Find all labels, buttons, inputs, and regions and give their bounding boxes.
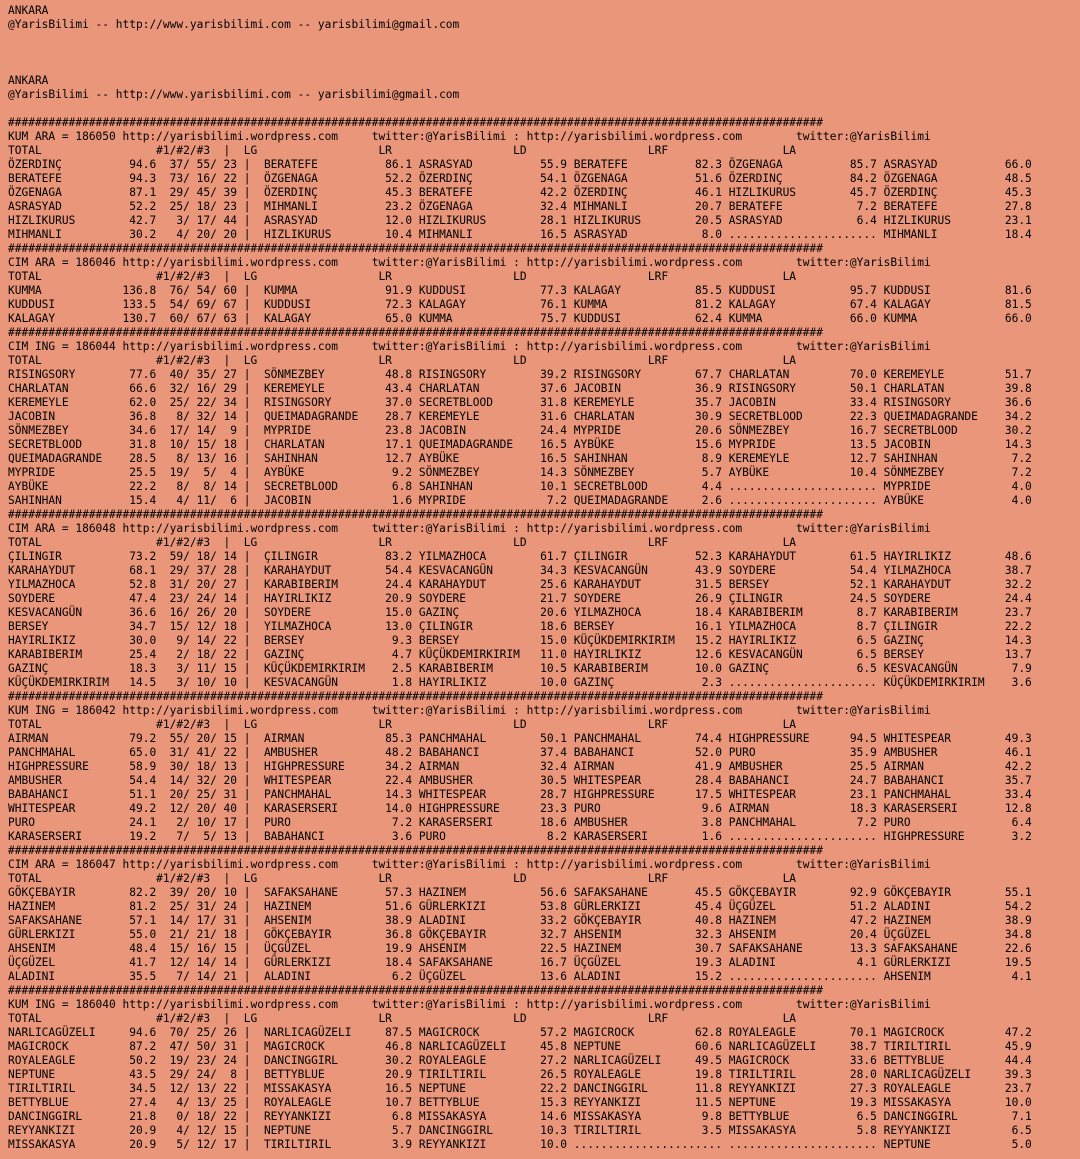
table-row: WHITESPEAR 49.2 12/ 20/ 40 | KARASERSERI 14.0 HIGHPRESSURE 23.3 PURO 9.6 AIRMAN 18.3 KARASERSERI 12.8: [8, 802, 1032, 815]
table-row: KARAHAYDUT 68.1 29/ 37/ 28 | KARAHAYDUT 54.4 KESVACANGÜN 34.3 KESVACANGÜN 43.9 SOYDERE 54.4 YILMAZHOCA 38.7: [8, 564, 1032, 577]
table-row: ASRASYAD 52.2 25/ 18/ 23 | MIHMANLI 23.2 ÖZGENAGA 32.4 MIHMANLI 20.7 BERATEFE 7.2 BERATEFE 27.8: [8, 200, 1032, 213]
blank-line: [8, 46, 1080, 60]
table-row: AYBÜKE 22.2 8/ 8/ 14 | SECRETBLOOD 6.8 SAHINHAN 10.1 SECRETBLOOD 4.4 ...................... MYPRIDE 4.0: [8, 480, 1032, 493]
table-row: QUEIMADAGRANDE 28.5 8/ 13/ 16 | SAHINHAN 12.7 AYBÜKE 16.5 SAHINHAN 8.9 KEREMEYLE 12.7 SAHINHAN 7.2: [8, 452, 1032, 465]
table-row: AMBUSHER 54.4 14/ 32/ 20 | WHITESPEAR 22.4 AMBUSHER 30.5 WHITESPEAR 28.4 BABAHANCI 24.7 BABAHANCI 35.7: [8, 774, 1032, 787]
column-header-line: TOTAL #1/#2/#3 | LG LR LD LRF LA: [8, 718, 797, 731]
race-header-line: CIM ARA = 186047 http://yarisbilimi.wordpress.com twitter:@YarisBilimi : http://yarisbilimi.wordpress.com twitter:@YarisBilimi: [8, 858, 931, 871]
table-row: HIZLIKURUS 42.7 3/ 17/ 44 | ASRASYAD 12.0 HIZLIKURUS 28.1 HIZLIKURUS 20.5 ASRASYAD 6.4 HIZLIKURUS 23.1: [8, 214, 1032, 227]
separator-line: #########################################################################################################################: [8, 844, 823, 857]
text-line: ANKARA: [8, 4, 49, 17]
table-row: YILMAZHOCA 52.8 31/ 20/ 27 | KARABIBERIM 24.4 KARAHAYDUT 25.6 KARAHAYDUT 31.5 BERSEY 52.1 KARAHAYDUT 32.2: [8, 578, 1032, 591]
table-row: KEREMEYLE 62.0 25/ 22/ 34 | RISINGSORY 37.0 SECRETBLOOD 31.8 KEREMEYLE 35.7 JACOBIN 33.4 RISINGSORY 36.6: [8, 396, 1032, 409]
table-row: SECRETBLOOD 31.8 10/ 15/ 18 | CHARLATAN 17.1 QUEIMADAGRANDE 16.5 AYBÜKE 15.6 MYPRIDE 13.5 JACOBIN 14.3: [8, 438, 1032, 451]
table-row: BETTYBLUE 27.4 4/ 13/ 25 | ROYALEAGLE 10.7 BETTYBLUE 15.3 REYYANKIZI 11.5 NEPTUNE 19.3 MISSAKASYA 10.0: [8, 1096, 1032, 1109]
blank-line: [8, 102, 1080, 116]
table-row: DANCINGGIRL 21.8 0/ 18/ 22 | REYYANKIZI 6.8 MISSAKASYA 14.6 MISSAKASYA 9.8 BETTYBLUE 6.5 DANCINGGIRL 7.1: [8, 1110, 1032, 1123]
table-row: PANCHMAHAL 65.0 31/ 41/ 22 | AMBUSHER 48.2 BABAHANCI 37.4 BABAHANCI 52.0 PURO 35.9 AMBUSHER 46.1: [8, 746, 1032, 759]
race-header-line: KUM ING = 186040 http://yarisbilimi.wordpress.com twitter:@YarisBilimi : http://yarisbilimi.wordpress.com twitter:@YarisBilimi: [8, 998, 931, 1011]
column-header-line: TOTAL #1/#2/#3 | LG LR LD LRF LA: [8, 536, 797, 549]
table-row: PURO 24.1 2/ 10/ 17 | PURO 7.2 KARASERSERI 18.6 AMBUSHER 3.8 PANCHMAHAL 7.2 PURO 6.4: [8, 816, 1032, 829]
table-row: SÖNMEZBEY 34.6 17/ 14/ 9 | MYPRIDE 23.8 JACOBIN 24.4 MYPRIDE 20.6 SÖNMEZBEY 16.7 SECRETBLOOD 30.2: [8, 424, 1032, 437]
blank-line: [8, 32, 1080, 46]
table-row: NARLICAGÜZELI 94.6 70/ 25/ 26 | NARLICAGÜZELI 87.5 MAGICROCK 57.2 MAGICROCK 62.8 ROYALEAGLE 70.1 MAGICROCK 47.2: [8, 1026, 1032, 1039]
separator-line: #########################################################################################################################: [8, 326, 823, 339]
table-row: HIGHPRESSURE 58.9 30/ 18/ 13 | HIGHPRESSURE 34.2 AIRMAN 32.4 AIRMAN 41.9 AMBUSHER 25.5 AIRMAN 42.2: [8, 760, 1032, 773]
separator-line: #########################################################################################################################: [8, 984, 823, 997]
table-row: MAGICROCK 87.2 47/ 50/ 31 | MAGICROCK 46.8 NARLICAGÜZELI 45.8 NEPTUNE 60.6 NARLICAGÜZELI 38.7 TIRILTIRIL 45.9: [8, 1040, 1032, 1053]
table-row: ÇILINGIR 73.2 59/ 18/ 14 | ÇILINGIR 83.2 YILMAZHOCA 61.7 ÇILINGIR 52.3 KARAHAYDUT 61.5 HAYIRLIKIZ 48.6: [8, 550, 1032, 563]
column-header-line: TOTAL #1/#2/#3 | LG LR LD LRF LA: [8, 354, 797, 367]
table-row: SOYDERE 47.4 23/ 24/ 14 | HAYIRLIKIZ 20.9 SOYDERE 21.7 SOYDERE 26.9 ÇILINGIR 24.5 SOYDERE 24.4: [8, 592, 1032, 605]
separator-line: #########################################################################################################################: [8, 242, 823, 255]
column-header-line: TOTAL #1/#2/#3 | LG LR LD LRF LA: [8, 872, 797, 885]
blank-line: [8, 60, 1080, 74]
race-header-line: CIM ING = 186044 http://yarisbilimi.wordpress.com twitter:@YarisBilimi : http://yarisbilimi.wordpress.com twitter:@YarisBilimi: [8, 340, 931, 353]
table-row: KARASERSERI 19.2 7/ 5/ 13 | BABAHANCI 3.6 PURO 8.2 KARASERSERI 1.6 ...................... HIGHPRESSURE 3.2: [8, 830, 1032, 843]
table-row: ÜÇGÜZEL 41.7 12/ 14/ 14 | GÜRLERKIZI 18.4 SAFAKSAHANE 16.7 ÜÇGÜZEL 19.3 ALADINI 4.1 GÜRLERKIZI 19.5: [8, 956, 1032, 969]
table-row: HAZINEM 81.2 25/ 31/ 24 | HAZINEM 51.6 GÜRLERKIZI 53.8 GÜRLERKIZI 45.4 ÜÇGÜZEL 51.2 ALADINI 54.2: [8, 900, 1032, 913]
table-row: KARABIBERIM 25.4 2/ 18/ 22 | GAZINÇ 4.7 KÜÇÜKDEMIRKIRIM 11.0 HAYIRLIKIZ 12.6 KESVACANGÜN 6.5 BERSEY 13.7: [8, 648, 1032, 661]
table-row: RISINGSORY 77.6 40/ 35/ 27 | SÖNMEZBEY 48.8 RISINGSORY 39.2 RISINGSORY 67.7 CHARLATAN 70.0 KEREMEYLE 51.7: [8, 368, 1032, 381]
race-header-line: KUM ING = 186042 http://yarisbilimi.wordpress.com twitter:@YarisBilimi : http://yarisbilimi.wordpress.com twitter:@YarisBilimi: [8, 704, 931, 717]
column-header-line: TOTAL #1/#2/#3 | LG LR LD LRF LA: [8, 270, 797, 283]
race-header-line: CIM ARA = 186048 http://yarisbilimi.wordpress.com twitter:@YarisBilimi : http://yarisbilimi.wordpress.com twitter:@YarisBilimi: [8, 522, 931, 535]
table-row: KUDDUSI 133.5 54/ 69/ 67 | KUDDUSI 72.3 KALAGAY 76.1 KUMMA 81.2 KALAGAY 67.4 KALAGAY 81.5: [8, 298, 1032, 311]
table-row: KESVACANGÜN 36.6 16/ 26/ 20 | SOYDERE 15.0 GAZINÇ 20.6 YILMAZHOCA 18.4 KARABIBERIM 8.7 KARABIBERIM 23.7: [8, 606, 1032, 619]
text-line: @YarisBilimi -- http://www.yarisbilimi.com -- yarisbilimi@gmail.com: [8, 18, 460, 31]
table-row: KALAGAY 130.7 60/ 67/ 63 | KALAGAY 65.0 KUMMA 75.7 KUDDUSI 62.4 KUMMA 66.0 KUMMA 66.0: [8, 312, 1032, 325]
table-row: AHSENIM 48.4 15/ 16/ 15 | ÜÇGÜZEL 19.9 AHSENIM 22.5 HAZINEM 30.7 SAFAKSAHANE 13.3 SAFAKSAHANE 22.6: [8, 942, 1032, 955]
separator-line: #########################################################################################################################: [8, 690, 823, 703]
separator-line: #########################################################################################################################: [8, 116, 823, 129]
table-row: BABAHANCI 51.1 20/ 25/ 31 | PANCHMAHAL 14.3 WHITESPEAR 28.7 HIGHPRESSURE 17.5 WHITESPEAR 23.1 PANCHMAHAL 33.4: [8, 788, 1032, 801]
race-header-line: KUM ARA = 186050 http://yarisbilimi.wordpress.com twitter:@YarisBilimi : http://yarisbilimi.wordpress.com twitter:@YarisBilimi: [8, 130, 931, 143]
text-line: ANKARA: [8, 74, 49, 87]
column-header-line: TOTAL #1/#2/#3 | LG LR LD LRF LA: [8, 144, 797, 157]
table-row: ÖZGENAGA 87.1 29/ 45/ 39 | ÖZERDINÇ 45.3 BERATEFE 42.2 ÖZERDINÇ 46.1 HIZLIKURUS 45.7 ÖZERDINÇ 45.3: [8, 186, 1032, 199]
table-row: HAYIRLIKIZ 30.0 9/ 14/ 22 | BERSEY 9.3 BERSEY 15.0 KÜÇÜKDEMIRKIRIM 15.2 HAYIRLIKIZ 6.5 GAZINÇ 14.3: [8, 634, 1032, 647]
text-line: @YarisBilimi -- http://www.yarisbilimi.com -- yarisbilimi@gmail.com: [8, 88, 460, 101]
table-row: JACOBIN 36.8 8/ 32/ 14 | QUEIMADAGRANDE 28.7 KEREMEYLE 31.6 CHARLATAN 30.9 SECRETBLOOD 22.3 QUEIMADAGRANDE 34.2: [8, 410, 1032, 423]
table-row: MIHMANLI 30.2 4/ 20/ 20 | HIZLIKURUS 10.4 MIHMANLI 16.5 ASRASYAD 8.0 ...................... MIHMANLI 18.4: [8, 228, 1032, 241]
table-row: REYYANKIZI 20.9 4/ 12/ 15 | NEPTUNE 5.7 DANCINGGIRL 10.3 TIRILTIRIL 3.5 MISSAKASYA 5.8 REYYANKIZI 6.5: [8, 1124, 1032, 1137]
race-header-line: CIM ARA = 186046 http://yarisbilimi.wordpress.com twitter:@YarisBilimi : http://yarisbilimi.wordpress.com twitter:@YarisBilimi: [8, 256, 931, 269]
table-row: SAFAKSAHANE 57.1 14/ 17/ 31 | AHSENIM 38.9 ALADINI 33.2 GÖKÇEBAYIR 40.8 HAZINEM 47.2 HAZINEM 38.9: [8, 914, 1032, 927]
table-row: GÖKÇEBAYIR 82.2 39/ 20/ 10 | SAFAKSAHANE 57.3 HAZINEM 56.6 SAFAKSAHANE 45.5 GÖKÇEBAYIR 92.9 GÖKÇEBAYIR 55.1: [8, 886, 1032, 899]
table-row: AIRMAN 79.2 55/ 20/ 15 | AIRMAN 85.3 PANCHMAHAL 50.1 PANCHMAHAL 74.4 HIGHPRESSURE 94.5 WHITESPEAR 49.3: [8, 732, 1032, 745]
column-header-line: TOTAL #1/#2/#3 | LG LR LD LRF LA: [8, 1012, 797, 1025]
table-row: NEPTUNE 43.5 29/ 24/ 8 | BETTYBLUE 20.9 TIRILTIRIL 26.5 ROYALEAGLE 19.8 TIRILTIRIL 28.0 NARLICAGÜZELI 39.3: [8, 1068, 1032, 1081]
table-row: ROYALEAGLE 50.2 19/ 23/ 24 | DANCINGGIRL 30.2 ROYALEAGLE 27.2 NARLICAGÜZELI 49.5 MAGICROCK 33.6 BETTYBLUE 44.4: [8, 1054, 1032, 1067]
table-row: CHARLATAN 66.6 32/ 16/ 29 | KEREMEYLE 43.4 CHARLATAN 37.6 JACOBIN 36.9 RISINGSORY 50.1 CHARLATAN 39.8: [8, 382, 1032, 395]
separator-line: #########################################################################################################################: [8, 508, 823, 521]
table-row: KÜÇÜKDEMIRKIRIM 14.5 3/ 10/ 10 | KESVACANGÜN 1.8 HAYIRLIKIZ 10.0 GAZINÇ 2.3 ...................... KÜÇÜKDEMIRKIRIM 3.6: [8, 676, 1032, 689]
table-row: ALADINI 35.5 7/ 14/ 21 | ALADINI 6.2 ÜÇGÜZEL 13.6 ALADINI 15.2 ...................... AHSENIM 4.1: [8, 970, 1032, 983]
table-row: TIRILTIRIL 34.5 12/ 13/ 22 | MISSAKASYA 16.5 NEPTUNE 22.2 DANCINGGIRL 11.8 REYYANKIZI 27.3 ROYALEAGLE 23.7: [8, 1082, 1032, 1095]
table-row: GÜRLERKIZI 55.0 21/ 21/ 18 | GÖKÇEBAYIR 36.8 GÖKÇEBAYIR 32.7 AHSENIM 32.3 AHSENIM 20.4 ÜÇGÜZEL 34.8: [8, 928, 1032, 941]
table-row: MISSAKASYA 20.9 5/ 12/ 17 | TIRILTIRIL 3.9 REYYANKIZI 10.0 ...................... ...................... NEPTUNE 5.0: [8, 1138, 1032, 1151]
table-row: ÖZERDINÇ 94.6 37/ 55/ 23 | BERATEFE 86.1 ASRASYAD 55.9 BERATEFE 82.3 ÖZGENAGA 85.7 ASRASYAD 66.0: [8, 158, 1032, 171]
table-row: KUMMA 136.8 76/ 54/ 60 | KUMMA 91.9 KUDDUSI 77.3 KALAGAY 85.5 KUDDUSI 95.7 KUDDUSI 81.6: [8, 284, 1032, 297]
table-row: MYPRIDE 25.5 19/ 5/ 4 | AYBÜKE 9.2 SÖNMEZBEY 14.3 SÖNMEZBEY 5.7 AYBÜKE 10.4 SÖNMEZBEY 7.2: [8, 466, 1032, 479]
table-row: BERATEFE 94.3 73/ 16/ 22 | ÖZGENAGA 52.2 ÖZERDINÇ 54.1 ÖZGENAGA 51.6 ÖZERDINÇ 84.2 ÖZGENAGA 48.5: [8, 172, 1032, 185]
table-row: GAZINÇ 18.3 3/ 11/ 15 | KÜÇÜKDEMIRKIRIM 2.5 KARABIBERIM 10.5 KARABIBERIM 10.0 GAZINÇ 6.5 KESVACANGÜN 7.9: [8, 662, 1032, 675]
table-row: BERSEY 34.7 15/ 12/ 18 | YILMAZHOCA 13.0 ÇILINGIR 18.6 BERSEY 16.1 YILMAZHOCA 8.7 ÇILINGIR 22.2: [8, 620, 1032, 633]
table-row: SAHINHAN 15.4 4/ 11/ 6 | JACOBIN 1.6 MYPRIDE 7.2 QUEIMADAGRANDE 2.6 ...................... AYBÜKE 4.0: [8, 494, 1032, 507]
